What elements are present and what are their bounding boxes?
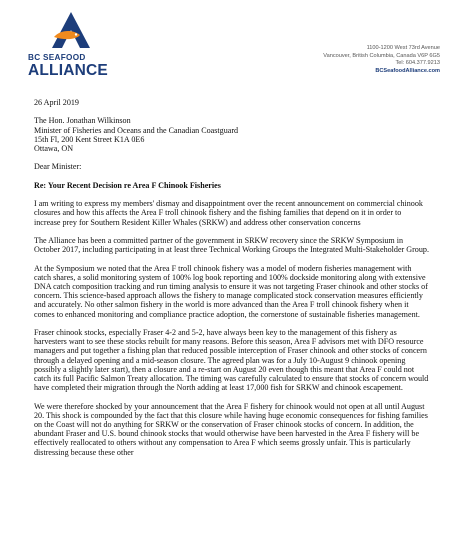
bc-seafood-alliance-logo bbox=[28, 10, 118, 52]
paragraph: Fraser chinook stocks, especially Fraser 4-2 and 5-2, have always been key to the management of this fishery as harvesters want to see these stocks rebuilt for many reasons. Before this season, Area F advisors met with DFO resource managers and put together a fishing plan that reduced possible interception of Fraser chinook and other stocks of concern through a delayed opening and a mid-season closure. The agreed plan was for a July 10-August 9 chinook opening possibly a slightly later start), then a closure and a re-start on August 20 even though this meant that Area F could not catch its full Pacific Salmon Treaty allocation. The timing was carefully calculated to ensure that stocks of concern would have completed their migration through the North adding at least 17,000 fish for SRKW and chinook escapement. bbox=[34, 327, 429, 393]
brand-title: ALLIANCE bbox=[28, 62, 108, 79]
fish-triangle-icon bbox=[50, 10, 92, 52]
recipient-line: Minister of Fisheries and Oceans and the Canadian Coastguard bbox=[34, 125, 239, 135]
recipient-line: Ottawa, ON bbox=[34, 144, 74, 153]
address-line: Vancouver, British Columbia, Canada V6P 6G5 bbox=[323, 52, 440, 59]
paragraph: I am writing to express my members' dismay and disappointment over the recent announcement on commercial chinook closures and how this affects the Area F troll chinook fishery and the fishing families that depend on it in order to increase prey for Southern Resident Killer Whales (SRKW) and address other conservation concerns bbox=[34, 199, 423, 227]
brand-subtitle: BC SEAFOOD bbox=[28, 53, 86, 62]
subject-line: Re: Your Recent Decision re Area F Chinook Fisheries bbox=[34, 180, 221, 190]
paragraph: The Alliance has been a committed partner of the government in SRKW recovery since the SRKW Symposium in October 2017, including participating in at least three Technical Working Groups the Integrated Multi-Stakeholder Group. bbox=[34, 235, 429, 255]
recipient-line: 15th Fl, 200 Kent Street K1A 0E6 bbox=[34, 134, 145, 144]
letter-body bbox=[34, 98, 429, 466]
address-line: 1100-1200 West 73rd Avenue bbox=[366, 45, 440, 51]
paragraph: At the Symposium we noted that the Area F troll chinook fishery was a model of modern fisheries management with catch shares, a solid monitoring system of 100% log book reporting and 100% dockside monitoring along with extensive DNA catch composition tracking and run timing analysis to ensure it was not targeting Fraser chinook and other stocks of concern. This science-based approach allows the fishery to manage complicated stock conservation measures efficiently and accurately. No other salmon fishery in the world is more advanced than the Area F troll chinook fishery when it comes to enhanced monitoring and compliance practice adoption, the cornerstone of sustainable fisheries management. bbox=[34, 263, 428, 319]
website-link[interactable]: BCSeafoodAlliance.com bbox=[375, 67, 440, 74]
recipient-address bbox=[34, 116, 429, 153]
paragraph: We were therefore shocked by your announcement that the Area F fishery for chinook would not open at all until August 20. This shock is compounded by the fact that this closure while having huge economic consequences for fishing families on the Coast will not do anything for SRKW or the conservation of Fraser chinook stocks of concern. In addition, the abundant Fraser and U.S. bound chinook stocks that would otherwise have been harvested in the Area F fishery will be effectively reallocated to others without any compensation to Area F which seems grossly unfair. This is particularly distressing because these other bbox=[34, 401, 428, 457]
salutation: Dear Minister: bbox=[34, 162, 82, 172]
letterhead-address bbox=[323, 45, 440, 75]
recipient-line: The Hon. Jonathan Wilkinson bbox=[34, 116, 131, 126]
phone-number: Tel: 604.377.9213 bbox=[395, 60, 440, 67]
letter-date: 26 April 2019 bbox=[34, 98, 79, 107]
